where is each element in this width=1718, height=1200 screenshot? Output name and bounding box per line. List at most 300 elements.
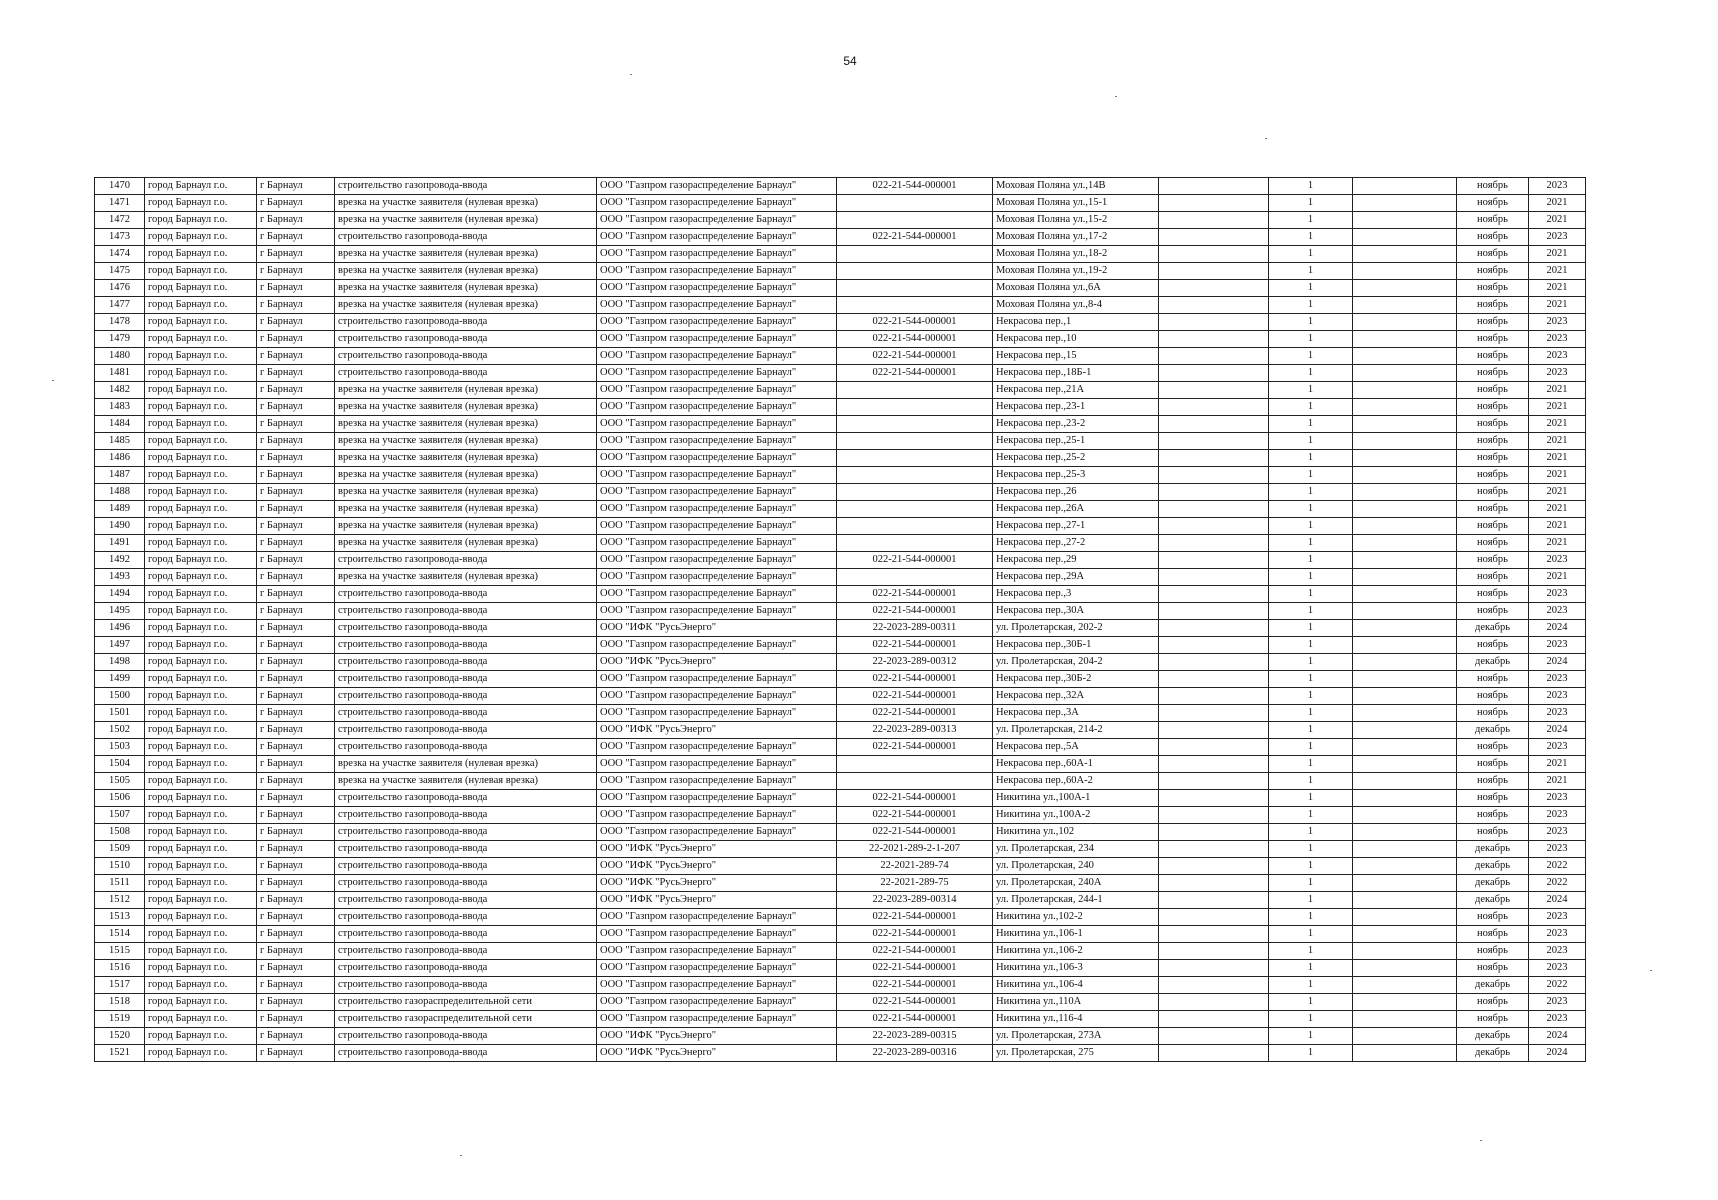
table-row (95, 1028, 1586, 1045)
registry-number-cell: 022-21-544-000001 (837, 807, 993, 824)
blank-cell (1159, 960, 1269, 977)
table-row (95, 773, 1586, 790)
municipality-cell: город Барнаул г.о. (145, 943, 257, 960)
municipality-cell: город Барнаул г.о. (145, 178, 257, 195)
table-row (95, 399, 1586, 416)
table-row (95, 348, 1586, 365)
organization-cell: ООО "ИФК "РусьЭнерго" (597, 892, 837, 909)
quantity-cell: 1 (1269, 569, 1353, 586)
municipality-cell: город Барнаул г.о. (145, 535, 257, 552)
blank-cell (1353, 314, 1457, 331)
address-cell: Некрасова пер.,21А (993, 382, 1159, 399)
table-row (95, 280, 1586, 297)
work-type-cell: врезка на участке заявителя (нулевая врезка) (335, 518, 597, 535)
blank-cell (1353, 280, 1457, 297)
blank-cell (1353, 892, 1457, 909)
month-cell: декабрь (1457, 620, 1529, 637)
blank-cell (1159, 841, 1269, 858)
work-type-cell: строительство газопровода-ввода (335, 654, 597, 671)
blank-cell (1353, 773, 1457, 790)
month-cell: ноябрь (1457, 484, 1529, 501)
row-number-cell: 1489 (95, 501, 145, 518)
address-cell: Моховая Поляна ул.,15-1 (993, 195, 1159, 212)
row-number-cell: 1472 (95, 212, 145, 229)
month-cell: ноябрь (1457, 501, 1529, 518)
blank-cell (1353, 1028, 1457, 1045)
quantity-cell: 1 (1269, 518, 1353, 535)
organization-cell: ООО "ИФК "РусьЭнерго" (597, 1045, 837, 1062)
month-cell: ноябрь (1457, 994, 1529, 1011)
month-cell: ноябрь (1457, 586, 1529, 603)
year-cell: 2024 (1529, 892, 1586, 909)
address-cell: Некрасова пер.,30Б-2 (993, 671, 1159, 688)
registry-number-cell: 022-21-544-000001 (837, 790, 993, 807)
municipality-cell: город Барнаул г.о. (145, 399, 257, 416)
organization-cell: ООО "Газпром газораспределение Барнаул" (597, 977, 837, 994)
month-cell: ноябрь (1457, 178, 1529, 195)
blank-cell (1159, 1045, 1269, 1062)
table-row (95, 569, 1586, 586)
month-cell: ноябрь (1457, 535, 1529, 552)
table-row (95, 824, 1586, 841)
registry-number-cell (837, 501, 993, 518)
work-type-cell: строительство газопровода-ввода (335, 722, 597, 739)
organization-cell: ООО "Газпром газораспределение Барнаул" (597, 280, 837, 297)
quantity-cell: 1 (1269, 501, 1353, 518)
municipality-cell: город Барнаул г.о. (145, 552, 257, 569)
blank-cell (1353, 552, 1457, 569)
blank-cell (1159, 977, 1269, 994)
blank-cell (1353, 637, 1457, 654)
municipality-cell: город Барнаул г.о. (145, 756, 257, 773)
row-number-cell: 1519 (95, 1011, 145, 1028)
year-cell: 2021 (1529, 433, 1586, 450)
blank-cell (1353, 263, 1457, 280)
row-number-cell: 1509 (95, 841, 145, 858)
municipality-cell: город Барнаул г.о. (145, 348, 257, 365)
year-cell: 2023 (1529, 229, 1586, 246)
table-row (95, 552, 1586, 569)
work-type-cell: строительство газораспределительной сети (335, 994, 597, 1011)
work-type-cell: строительство газопровода-ввода (335, 178, 597, 195)
table-row (95, 671, 1586, 688)
year-cell: 2022 (1529, 977, 1586, 994)
quantity-cell: 1 (1269, 875, 1353, 892)
address-cell: Некрасова пер.,3А (993, 705, 1159, 722)
row-number-cell: 1484 (95, 416, 145, 433)
municipality-cell: город Барнаул г.о. (145, 331, 257, 348)
municipality-cell: город Барнаул г.о. (145, 960, 257, 977)
work-type-cell: строительство газопровода-ввода (335, 552, 597, 569)
year-cell: 2024 (1529, 1028, 1586, 1045)
work-type-cell: строительство газопровода-ввода (335, 331, 597, 348)
table-row (95, 892, 1586, 909)
settlement-cell: г Барнаул (257, 1011, 335, 1028)
blank-cell (1159, 297, 1269, 314)
quantity-cell: 1 (1269, 535, 1353, 552)
table-row (95, 501, 1586, 518)
quantity-cell: 1 (1269, 552, 1353, 569)
year-cell: 2023 (1529, 552, 1586, 569)
blank-cell (1159, 688, 1269, 705)
blank-cell (1353, 790, 1457, 807)
settlement-cell: г Барнаул (257, 433, 335, 450)
register-table (94, 177, 1586, 1062)
address-cell: ул. Пролетарская, 240 (993, 858, 1159, 875)
table-row (95, 1011, 1586, 1028)
work-type-cell: врезка на участке заявителя (нулевая врезка) (335, 382, 597, 399)
settlement-cell: г Барнаул (257, 416, 335, 433)
row-number-cell: 1496 (95, 620, 145, 637)
blank-cell (1159, 722, 1269, 739)
month-cell: ноябрь (1457, 739, 1529, 756)
municipality-cell: город Барнаул г.о. (145, 671, 257, 688)
work-type-cell: строительство газопровода-ввода (335, 892, 597, 909)
year-cell: 2021 (1529, 535, 1586, 552)
municipality-cell: город Барнаул г.о. (145, 909, 257, 926)
blank-cell (1159, 212, 1269, 229)
registry-number-cell (837, 569, 993, 586)
month-cell: ноябрь (1457, 807, 1529, 824)
organization-cell: ООО "Газпром газораспределение Барнаул" (597, 382, 837, 399)
year-cell: 2023 (1529, 348, 1586, 365)
year-cell: 2023 (1529, 994, 1586, 1011)
registry-number-cell (837, 382, 993, 399)
blank-cell (1353, 501, 1457, 518)
year-cell: 2023 (1529, 790, 1586, 807)
table-row (95, 926, 1586, 943)
month-cell: ноябрь (1457, 824, 1529, 841)
address-cell: Никитина ул.,102 (993, 824, 1159, 841)
organization-cell: ООО "Газпром газораспределение Барнаул" (597, 178, 837, 195)
row-number-cell: 1500 (95, 688, 145, 705)
settlement-cell: г Барнаул (257, 1028, 335, 1045)
quantity-cell: 1 (1269, 399, 1353, 416)
blank-cell (1353, 416, 1457, 433)
organization-cell: ООО "Газпром газораспределение Барнаул" (597, 705, 837, 722)
blank-cell (1353, 569, 1457, 586)
table-row (95, 858, 1586, 875)
municipality-cell: город Барнаул г.о. (145, 416, 257, 433)
year-cell: 2021 (1529, 382, 1586, 399)
month-cell: ноябрь (1457, 909, 1529, 926)
year-cell: 2021 (1529, 467, 1586, 484)
settlement-cell: г Барнаул (257, 790, 335, 807)
organization-cell: ООО "Газпром газораспределение Барнаул" (597, 229, 837, 246)
quantity-cell: 1 (1269, 1028, 1353, 1045)
registry-number-cell: 022-21-544-000001 (837, 552, 993, 569)
month-cell: ноябрь (1457, 314, 1529, 331)
quantity-cell: 1 (1269, 603, 1353, 620)
quantity-cell: 1 (1269, 739, 1353, 756)
year-cell: 2021 (1529, 212, 1586, 229)
blank-cell (1159, 433, 1269, 450)
address-cell: Моховая Поляна ул.,17-2 (993, 229, 1159, 246)
registry-number-cell: 022-21-544-000001 (837, 943, 993, 960)
work-type-cell: врезка на участке заявителя (нулевая врезка) (335, 280, 597, 297)
scan-speck (1265, 138, 1267, 139)
blank-cell (1353, 518, 1457, 535)
registry-number-cell: 022-21-544-000001 (837, 348, 993, 365)
row-number-cell: 1503 (95, 739, 145, 756)
month-cell: ноябрь (1457, 773, 1529, 790)
month-cell: ноябрь (1457, 756, 1529, 773)
quantity-cell: 1 (1269, 246, 1353, 263)
blank-cell (1353, 297, 1457, 314)
address-cell: Никитина ул.,100А-1 (993, 790, 1159, 807)
address-cell: Некрасова пер.,60А-2 (993, 773, 1159, 790)
blank-cell (1353, 195, 1457, 212)
blank-cell (1159, 314, 1269, 331)
blank-cell (1353, 994, 1457, 1011)
quantity-cell: 1 (1269, 858, 1353, 875)
month-cell: ноябрь (1457, 297, 1529, 314)
settlement-cell: г Барнаул (257, 688, 335, 705)
municipality-cell: город Барнаул г.о. (145, 739, 257, 756)
settlement-cell: г Барнаул (257, 365, 335, 382)
blank-cell (1353, 433, 1457, 450)
blank-cell (1159, 569, 1269, 586)
quantity-cell: 1 (1269, 331, 1353, 348)
municipality-cell: город Барнаул г.о. (145, 1028, 257, 1045)
year-cell: 2023 (1529, 178, 1586, 195)
month-cell: ноябрь (1457, 1011, 1529, 1028)
table-row (95, 484, 1586, 501)
work-type-cell: строительство газопровода-ввода (335, 637, 597, 654)
work-type-cell: строительство газопровода-ввода (335, 858, 597, 875)
blank-cell (1159, 943, 1269, 960)
registry-number-cell (837, 433, 993, 450)
organization-cell: ООО "ИФК "РусьЭнерго" (597, 722, 837, 739)
row-number-cell: 1508 (95, 824, 145, 841)
month-cell: ноябрь (1457, 552, 1529, 569)
organization-cell: ООО "Газпром газораспределение Барнаул" (597, 773, 837, 790)
row-number-cell: 1474 (95, 246, 145, 263)
month-cell: ноябрь (1457, 195, 1529, 212)
table-row (95, 654, 1586, 671)
year-cell: 2021 (1529, 297, 1586, 314)
registry-number-cell (837, 773, 993, 790)
month-cell: декабрь (1457, 1045, 1529, 1062)
registry-number-cell: 022-21-544-000001 (837, 705, 993, 722)
scan-speck (630, 74, 632, 75)
municipality-cell: город Барнаул г.о. (145, 314, 257, 331)
address-cell: Моховая Поляна ул.,8-4 (993, 297, 1159, 314)
row-number-cell: 1477 (95, 297, 145, 314)
organization-cell: ООО "Газпром газораспределение Барнаул" (597, 671, 837, 688)
blank-cell (1159, 280, 1269, 297)
year-cell: 2021 (1529, 773, 1586, 790)
work-type-cell: врезка на участке заявителя (нулевая врезка) (335, 399, 597, 416)
work-type-cell: строительство газопровода-ввода (335, 229, 597, 246)
blank-cell (1353, 875, 1457, 892)
blank-cell (1159, 467, 1269, 484)
work-type-cell: строительство газопровода-ввода (335, 671, 597, 688)
row-number-cell: 1490 (95, 518, 145, 535)
year-cell: 2023 (1529, 926, 1586, 943)
month-cell: ноябрь (1457, 960, 1529, 977)
municipality-cell: город Барнаул г.о. (145, 467, 257, 484)
work-type-cell: врезка на участке заявителя (нулевая врезка) (335, 246, 597, 263)
organization-cell: ООО "Газпром газораспределение Барнаул" (597, 926, 837, 943)
row-number-cell: 1485 (95, 433, 145, 450)
municipality-cell: город Барнаул г.о. (145, 688, 257, 705)
settlement-cell: г Барнаул (257, 501, 335, 518)
address-cell: Никитина ул.,106-2 (993, 943, 1159, 960)
settlement-cell: г Барнаул (257, 637, 335, 654)
blank-cell (1159, 994, 1269, 1011)
month-cell: ноябрь (1457, 365, 1529, 382)
registry-number-cell: 22-2023-289-00316 (837, 1045, 993, 1062)
row-number-cell: 1510 (95, 858, 145, 875)
quantity-cell: 1 (1269, 977, 1353, 994)
settlement-cell: г Барнаул (257, 331, 335, 348)
year-cell: 2023 (1529, 841, 1586, 858)
row-number-cell: 1493 (95, 569, 145, 586)
municipality-cell: город Барнаул г.о. (145, 263, 257, 280)
work-type-cell: строительство газопровода-ввода (335, 943, 597, 960)
address-cell: Некрасова пер.,1 (993, 314, 1159, 331)
municipality-cell: город Барнаул г.о. (145, 773, 257, 790)
table-row (95, 314, 1586, 331)
municipality-cell: город Барнаул г.о. (145, 297, 257, 314)
organization-cell: ООО "Газпром газораспределение Барнаул" (597, 450, 837, 467)
blank-cell (1353, 909, 1457, 926)
municipality-cell: город Барнаул г.о. (145, 518, 257, 535)
work-type-cell: строительство газопровода-ввода (335, 705, 597, 722)
year-cell: 2023 (1529, 331, 1586, 348)
row-number-cell: 1479 (95, 331, 145, 348)
blank-cell (1159, 416, 1269, 433)
organization-cell: ООО "Газпром газораспределение Барнаул" (597, 212, 837, 229)
table-row (95, 263, 1586, 280)
address-cell: Моховая Поляна ул.,19-2 (993, 263, 1159, 280)
blank-cell (1159, 790, 1269, 807)
work-type-cell: строительство газопровода-ввода (335, 365, 597, 382)
settlement-cell: г Барнаул (257, 739, 335, 756)
address-cell: ул. Пролетарская, 214-2 (993, 722, 1159, 739)
municipality-cell: город Барнаул г.о. (145, 807, 257, 824)
registry-number-cell: 022-21-544-000001 (837, 926, 993, 943)
organization-cell: ООО "ИФК "РусьЭнерго" (597, 620, 837, 637)
blank-cell (1159, 484, 1269, 501)
organization-cell: ООО "ИФК "РусьЭнерго" (597, 858, 837, 875)
row-number-cell: 1494 (95, 586, 145, 603)
organization-cell: ООО "Газпром газораспределение Барнаул" (597, 195, 837, 212)
table-row (95, 416, 1586, 433)
work-type-cell: строительство газопровода-ввода (335, 1045, 597, 1062)
table-row (95, 705, 1586, 722)
table-body (95, 178, 1586, 1062)
row-number-cell: 1473 (95, 229, 145, 246)
quantity-cell: 1 (1269, 943, 1353, 960)
organization-cell: ООО "Газпром газораспределение Барнаул" (597, 943, 837, 960)
row-number-cell: 1506 (95, 790, 145, 807)
registry-number-cell: 22-2023-289-00311 (837, 620, 993, 637)
work-type-cell: строительство газопровода-ввода (335, 926, 597, 943)
blank-cell (1353, 841, 1457, 858)
blank-cell (1159, 246, 1269, 263)
quantity-cell: 1 (1269, 416, 1353, 433)
year-cell: 2021 (1529, 246, 1586, 263)
municipality-cell: город Барнаул г.о. (145, 875, 257, 892)
month-cell: ноябрь (1457, 926, 1529, 943)
year-cell: 2023 (1529, 688, 1586, 705)
month-cell: ноябрь (1457, 518, 1529, 535)
municipality-cell: город Барнаул г.о. (145, 858, 257, 875)
quantity-cell: 1 (1269, 892, 1353, 909)
organization-cell: ООО "Газпром газораспределение Барнаул" (597, 960, 837, 977)
organization-cell: ООО "Газпром газораспределение Барнаул" (597, 314, 837, 331)
organization-cell: ООО "Газпром газораспределение Барнаул" (597, 501, 837, 518)
blank-cell (1353, 688, 1457, 705)
year-cell: 2023 (1529, 1011, 1586, 1028)
blank-cell (1159, 824, 1269, 841)
settlement-cell: г Барнаул (257, 620, 335, 637)
year-cell: 2021 (1529, 195, 1586, 212)
year-cell: 2024 (1529, 1045, 1586, 1062)
work-type-cell: врезка на участке заявителя (нулевая врезка) (335, 535, 597, 552)
municipality-cell: город Барнаул г.о. (145, 586, 257, 603)
table-row (95, 994, 1586, 1011)
work-type-cell: строительство газопровода-ввода (335, 1028, 597, 1045)
quantity-cell: 1 (1269, 195, 1353, 212)
blank-cell (1159, 705, 1269, 722)
year-cell: 2021 (1529, 518, 1586, 535)
table-row (95, 450, 1586, 467)
row-number-cell: 1480 (95, 348, 145, 365)
table-row (95, 246, 1586, 263)
organization-cell: ООО "Газпром газораспределение Барнаул" (597, 518, 837, 535)
table-row (95, 382, 1586, 399)
month-cell: декабрь (1457, 977, 1529, 994)
blank-cell (1159, 365, 1269, 382)
registry-number-cell (837, 280, 993, 297)
settlement-cell: г Барнаул (257, 314, 335, 331)
row-number-cell: 1502 (95, 722, 145, 739)
municipality-cell: город Барнаул г.о. (145, 977, 257, 994)
year-cell: 2023 (1529, 824, 1586, 841)
registry-number-cell (837, 535, 993, 552)
organization-cell: ООО "Газпром газораспределение Барнаул" (597, 603, 837, 620)
municipality-cell: город Барнаул г.о. (145, 246, 257, 263)
blank-cell (1159, 552, 1269, 569)
blank-cell (1353, 467, 1457, 484)
blank-cell (1353, 739, 1457, 756)
month-cell: ноябрь (1457, 212, 1529, 229)
quantity-cell: 1 (1269, 909, 1353, 926)
row-number-cell: 1492 (95, 552, 145, 569)
table-row (95, 909, 1586, 926)
quantity-cell: 1 (1269, 433, 1353, 450)
quantity-cell: 1 (1269, 212, 1353, 229)
municipality-cell: город Барнаул г.о. (145, 994, 257, 1011)
month-cell: ноябрь (1457, 229, 1529, 246)
municipality-cell: город Барнаул г.о. (145, 603, 257, 620)
settlement-cell: г Барнаул (257, 858, 335, 875)
organization-cell: ООО "ИФК "РусьЭнерго" (597, 1028, 837, 1045)
row-number-cell: 1488 (95, 484, 145, 501)
scan-speck (460, 1155, 462, 1156)
blank-cell (1353, 331, 1457, 348)
year-cell: 2021 (1529, 756, 1586, 773)
settlement-cell: г Барнаул (257, 280, 335, 297)
address-cell: Никитина ул.,100А-2 (993, 807, 1159, 824)
blank-cell (1159, 756, 1269, 773)
year-cell: 2023 (1529, 943, 1586, 960)
municipality-cell: город Барнаул г.о. (145, 280, 257, 297)
year-cell: 2023 (1529, 671, 1586, 688)
